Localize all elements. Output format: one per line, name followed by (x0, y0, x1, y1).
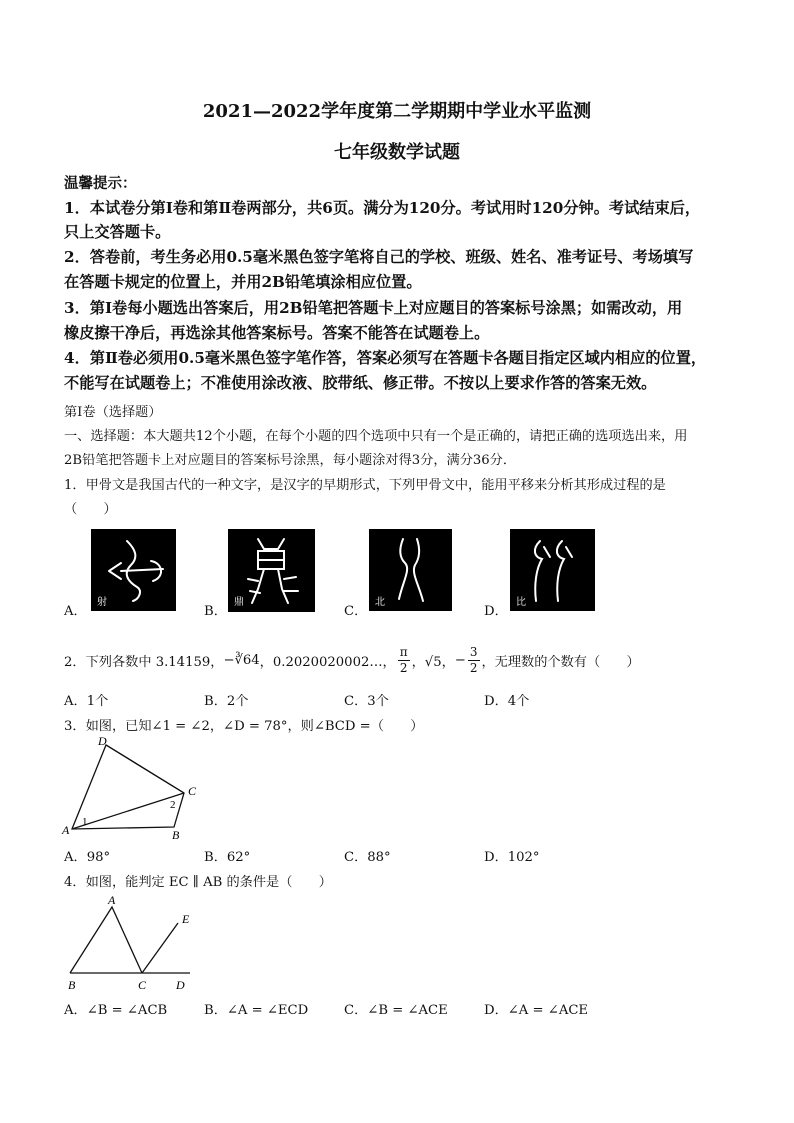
q2-repeating: ，0.2020020002…， (259, 654, 396, 670)
q2-cube-root: −∛64 (223, 652, 260, 668)
q4-option-d: D．∠A = ∠ACE (484, 1003, 589, 1018)
q2-prefix: 2．下列各数中 3.14159， (64, 654, 224, 670)
oracle-she-image (91, 529, 176, 611)
label-a: A (108, 893, 116, 907)
angle-2-label: 2 (170, 799, 176, 811)
q1-option-a: A． (64, 604, 87, 619)
angle-1-label: 1 (82, 816, 88, 828)
section-label: 第Ⅰ卷（选择题） (64, 405, 162, 420)
q3-option-d: D．102° (484, 850, 540, 865)
label-c: C (138, 978, 147, 992)
label-d: D (98, 734, 107, 748)
frac-numerator: 3 (469, 644, 478, 659)
q1-option-b: B． (204, 604, 227, 619)
label-e: E (182, 912, 190, 926)
tip-line: 只上交答题卡。 (64, 223, 171, 241)
section-intro: 一、选择题：本大题共12个小题，在每个小题的四个选项中只有一个是正确的，请把正确的选项选出来，用 (64, 429, 688, 444)
q2-option-c: C．3个 (344, 694, 389, 709)
label-b: B (68, 978, 76, 992)
caption-bei: 北 (375, 597, 385, 608)
q3-option-a: A．98° (64, 850, 111, 865)
q4-figure (62, 893, 202, 995)
q1-stem: 1．甲骨文是我国古代的一种文字，是汉字的早期形式，下列甲骨文中，能用平移来分析其形成过程的是 (64, 478, 666, 493)
q2-option-d: D．4个 (484, 694, 530, 709)
q2-stem (64, 640, 640, 680)
q4-option-c: C．∠B = ∠ACE (344, 1003, 448, 1018)
pi-denominator: 2 (399, 660, 408, 675)
q2-suffix: ，无理数的个数有（ ） (481, 654, 640, 670)
exam-subtitle: 七年级数学试题 (334, 142, 460, 163)
tip-line: 4．第Ⅱ卷必须用0.5毫米黑色签字笔作答，答案必须写在答题卡各题目指定区域内相应的位置， (64, 349, 707, 367)
label-d: D (176, 978, 185, 992)
tip-line: 橡皮擦干净后，再选涂其他答案标号。答案不能答在试题卷上。 (64, 324, 490, 342)
oracle-bei-image (369, 529, 452, 611)
q1-option-c: C． (344, 604, 368, 619)
oracle-ding-image (228, 529, 315, 612)
exam-title: 2021—2022学年度第二学期期中学业水平监测 (202, 101, 592, 122)
tip-line: 在答题卡规定的位置上，并用2B铅笔填涂相应位置。 (64, 273, 422, 291)
section-intro: 2B铅笔把答题卡上对应题目的答案标号涂黑，每小题涂对得3分，满分36分． (64, 453, 517, 468)
q2-minus: − (454, 652, 466, 668)
label-c: C (188, 784, 197, 798)
frac-denominator: 2 (469, 660, 478, 675)
q3-stem: 3．如图，已知∠1 = ∠2，∠D = 78°，则∠BCD =（ ） (64, 719, 424, 734)
q4-option-b: B．∠A = ∠ECD (204, 1003, 309, 1018)
q4-stem: 4．如图，能判定 EC ∥ AB 的条件是（ ） (64, 875, 332, 890)
pi-numerator: π (399, 644, 408, 659)
caption-she: 射 (97, 597, 107, 608)
caption-bi: 比 (516, 597, 526, 608)
q1-stem: （ ） (64, 502, 117, 517)
q2-sqrt5: ，√5， (411, 654, 455, 670)
q2-option-a: A．1个 (64, 694, 109, 709)
oracle-bi-image (510, 529, 595, 611)
tip-line: 2．答卷前，考生务必用0.5毫米黑色签字笔将自己的学校、班级、姓名、准考证号、考场填写 (64, 248, 694, 266)
tip-line: 3．第Ⅰ卷每小题选出答案后，用2B铅笔把答题卡上对应题目的答案标号涂黑；如需改动，用 (64, 299, 683, 317)
caption-ding: 鼎 (234, 597, 244, 608)
tips-label: 温馨提示： (64, 175, 137, 192)
label-b: B (172, 828, 180, 842)
q3-option-c: C．88° (344, 850, 391, 865)
tip-line: 1．本试卷分第Ⅰ卷和第Ⅱ卷两部分，共6页。满分为120分。考试用时120分钟。考试结束后， (64, 199, 701, 217)
q4-option-a: A．∠B = ∠ACB (64, 1003, 168, 1018)
q1-option-d: D． (484, 604, 508, 619)
label-a: A (62, 823, 70, 837)
q2-option-b: B．2个 (204, 694, 249, 709)
q3-option-b: B．62° (204, 850, 251, 865)
tip-line: 不能写在试题卷上；不准使用涂改液、胶带纸、修正带。不按以上要求作答的答案无效。 (64, 374, 657, 392)
q3-figure (60, 733, 210, 843)
q2-pi-fraction (398, 645, 410, 676)
q2-three-halves (468, 645, 480, 676)
